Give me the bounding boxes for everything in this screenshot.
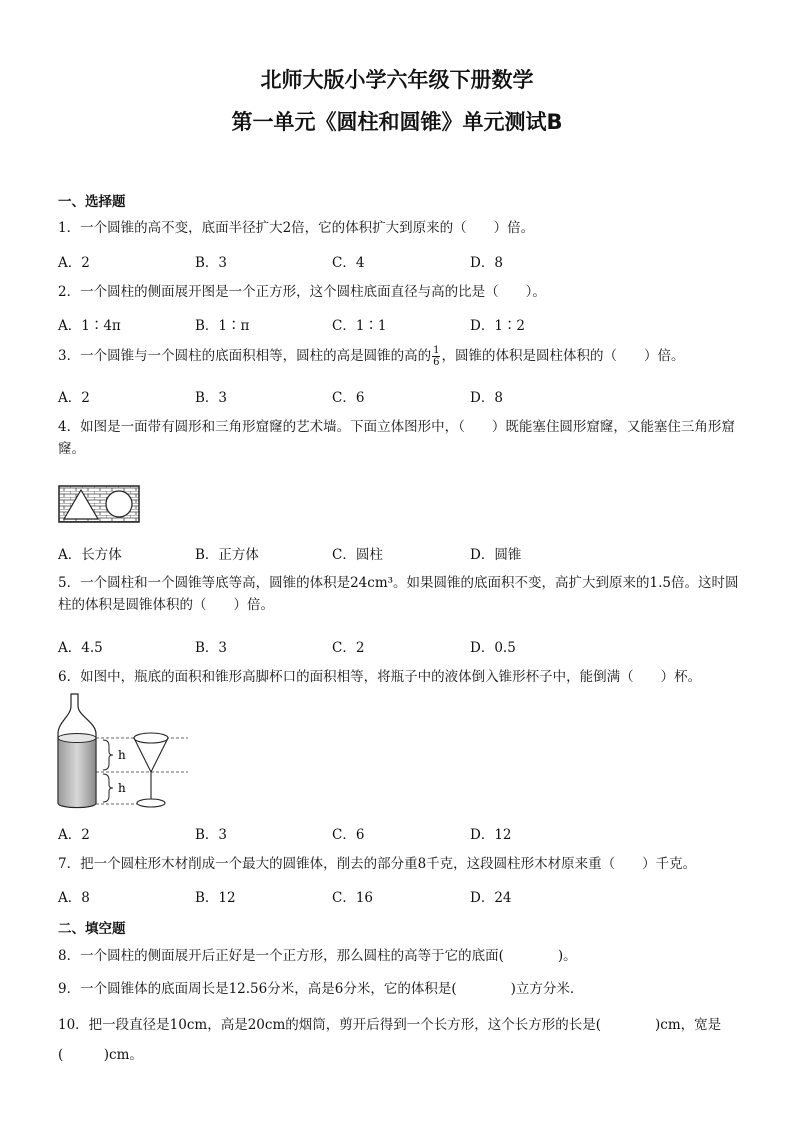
page-title: 北师大版小学六年级下册数学 (260, 68, 534, 92)
glass-base (137, 799, 165, 807)
height-label-top: h (118, 748, 126, 762)
question-6-options (58, 823, 748, 843)
question-1-options (58, 251, 748, 271)
fraction-numerator: 1 (433, 345, 440, 356)
option-d[interactable]: D．0.5 (470, 640, 516, 656)
question-3-options (58, 386, 748, 406)
bottle-and-glass-figure (56, 692, 191, 814)
question-2: 2．一个圆柱的侧面展开图是一个正方形，这个圆柱底面直径与高的比是（ ）。 (58, 284, 546, 300)
option-b[interactable]: B．3 (195, 640, 228, 656)
question-10: 10．把一段直径是10cm，高是20cm的烟筒，剪开后得到一个长方形，这个长方形的长是( )cm，宽是( )cm。 (58, 1017, 722, 1063)
option-d[interactable]: D．12 (470, 827, 512, 843)
option-d[interactable]: D．圆锥 (470, 547, 522, 563)
question-2-options (58, 314, 748, 334)
section-choice-heading: 一、选择题 (58, 194, 126, 210)
option-a[interactable]: A．4.5 (58, 640, 103, 656)
section-fill-heading: 二、填空题 (58, 921, 126, 937)
question-4: 4．如图是一面带有圆形和三角形窟窿的艺术墙。下面立体图形中，（ ）既能塞住圆形窟窿，又能塞住三角形窟窿。 (58, 419, 735, 457)
option-b[interactable]: B．3 (195, 390, 228, 406)
fraction-denominator: 6 (433, 357, 440, 368)
option-d[interactable]: D．8 (470, 390, 503, 406)
option-a[interactable]: A．8 (58, 890, 90, 906)
question-3-text-before: 3．一个圆锥与一个圆柱的底面积相等，圆柱的高是圆锥的高的 (58, 348, 432, 364)
question-5-options (58, 636, 748, 656)
option-c[interactable]: C．2 (332, 640, 365, 656)
option-b[interactable]: B．3 (195, 827, 228, 843)
page-subtitle: 第一单元《圆柱和圆锥》单元测试B (231, 110, 563, 134)
option-a[interactable]: A．2 (58, 255, 90, 271)
option-a[interactable]: A．长方体 (58, 547, 122, 563)
question-5: 5．一个圆柱和一个圆锥等底等高，圆锥的体积是24cm³。如果圆锥的底面积不变，高扩大到原来的1.5倍。这时圆柱的体积是圆锥体积的（ ）倍。 (58, 575, 739, 613)
option-c[interactable]: C．6 (332, 827, 365, 843)
height-label-bottom: h (118, 781, 126, 795)
height-brace-bottom (103, 774, 113, 802)
option-c[interactable]: C．4 (332, 255, 365, 271)
question-1: 1．一个圆锥的高不变，底面半径扩大2倍，它的体积扩大到原来的（ ）倍。 (58, 220, 535, 236)
question-4-options (58, 543, 748, 563)
question-3-text-after: ，圆锥的体积是圆柱体积的（ ）倍。 (441, 348, 685, 364)
option-b[interactable]: B．1∶π (195, 318, 250, 334)
fraction-one-sixth (432, 345, 440, 368)
bottle-liquid (58, 738, 96, 808)
option-d[interactable]: D．24 (470, 890, 512, 906)
question-8: 8．一个圆柱的侧面展开后正好是一个正方形，那么圆柱的高等于它的底面( )。 (58, 948, 577, 964)
option-a[interactable]: A．2 (58, 390, 90, 406)
option-b[interactable]: B．12 (195, 890, 236, 906)
question-9: 9．一个圆锥体的底面周长是12.56分米，高是6分米，它的体积是( )立方分米． (58, 981, 584, 997)
option-b[interactable]: B．3 (195, 255, 228, 271)
option-d[interactable]: D．8 (470, 255, 503, 271)
question-6: 6．如图中，瓶底的面积和锥形高脚杯口的面积相等，将瓶子中的液体倒入锥形杯子中，能倒满（ ）杯。 (58, 669, 702, 685)
question-7-options (58, 886, 748, 906)
option-a[interactable]: A．1∶4π (58, 318, 121, 334)
question-7: 7．把一个圆柱形木材削成一个最大的圆锥体，削去的部分重8千克，这段圆柱形木材原来重（ ）千克。 (58, 856, 697, 872)
art-wall-figure (58, 485, 140, 523)
height-brace-top (103, 740, 113, 770)
glass-rim (134, 733, 168, 743)
option-c[interactable]: C．圆柱 (332, 547, 383, 563)
option-c[interactable]: C．1∶1 (332, 318, 387, 334)
option-c[interactable]: C．6 (332, 390, 365, 406)
option-c[interactable]: C．16 (332, 890, 374, 906)
option-a[interactable]: A．2 (58, 827, 90, 843)
option-d[interactable]: D．1∶2 (470, 318, 526, 334)
option-b[interactable]: B．正方体 (195, 547, 259, 563)
circle-hole (106, 491, 132, 517)
question-3 (58, 345, 748, 368)
